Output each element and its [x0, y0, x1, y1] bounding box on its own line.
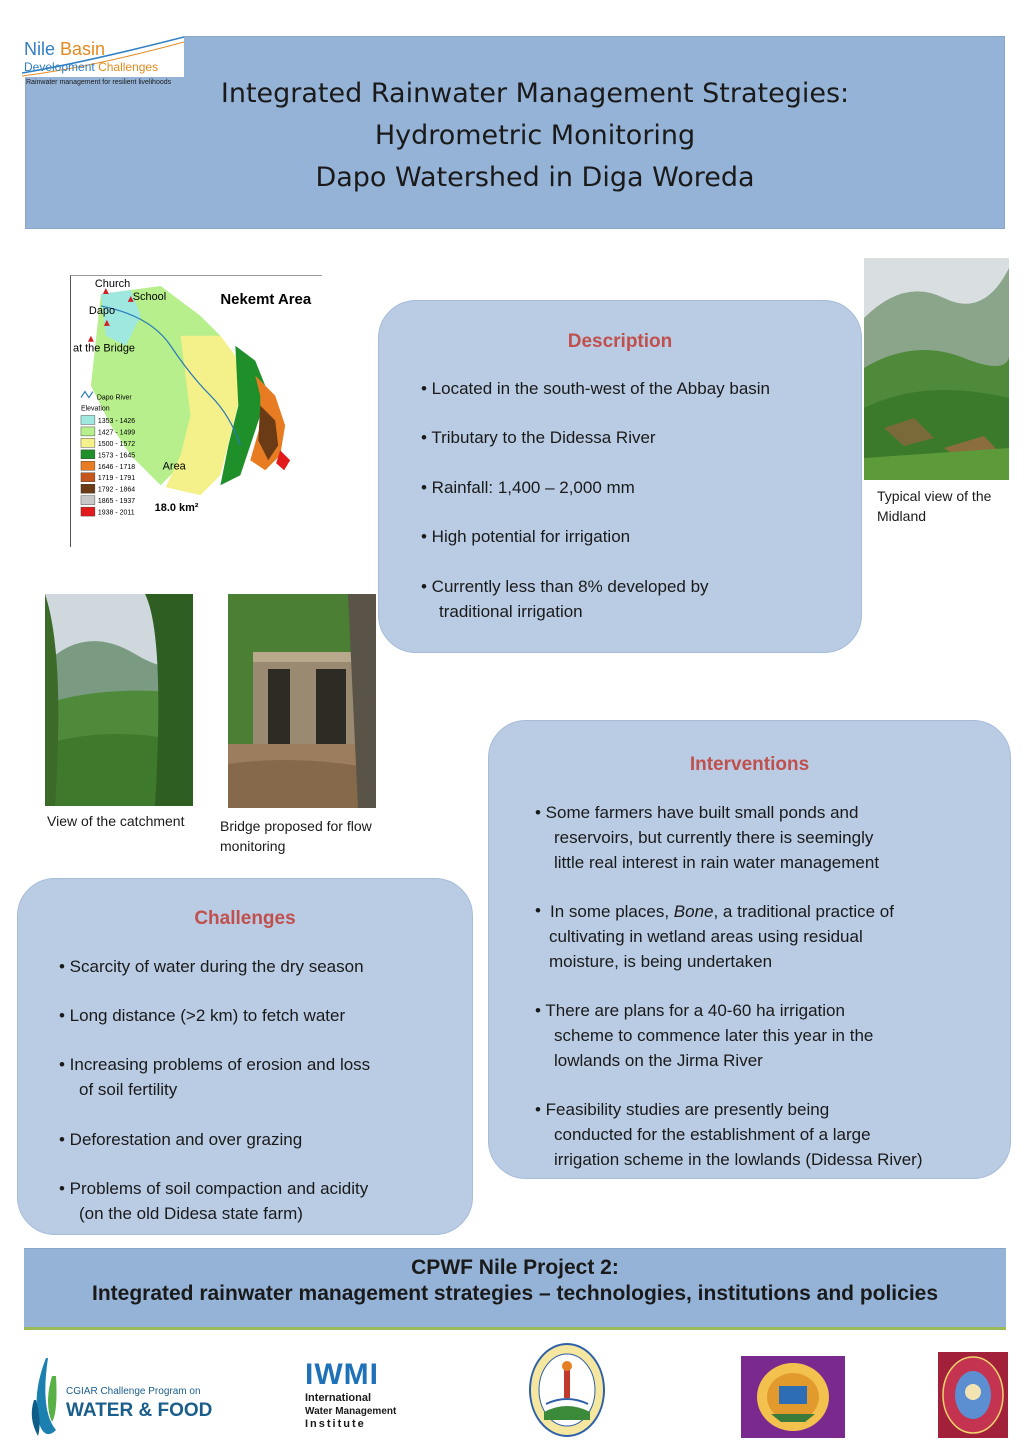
legend-swatch — [81, 415, 95, 424]
intervention-line: moisture, is being undertaken — [549, 952, 773, 971]
elevation-legend — [81, 415, 135, 516]
iwmi-acronym: IWMI — [305, 1358, 379, 1391]
intervention-line: • Feasibility studies are presently being — [535, 1100, 830, 1119]
map-label-school: School — [132, 290, 167, 303]
challenge-line: • Increasing problems of erosion and loss — [59, 1055, 371, 1074]
project-subtitle: Integrated rainwater management strategies – technologies, institutions and policies — [91, 1282, 939, 1305]
challenge-line: • Deforestation and over grazing — [59, 1130, 303, 1149]
intervention-line: • There are plans for a 40-60 ha irrigation — [535, 1001, 845, 1020]
midland-caption: Typical view of the Midland — [877, 488, 992, 524]
bridge-marker — [88, 336, 94, 342]
legend-range-label: 1792 - 1864 — [97, 486, 136, 494]
bahir-dar-university-seal — [528, 1342, 606, 1438]
challenge-line: (on the old Didesa state farm) — [79, 1204, 303, 1223]
legend-swatch — [81, 473, 95, 482]
legend-river-icon — [81, 392, 93, 398]
legend-range-label: 1353 - 1426 — [97, 417, 136, 425]
map-title: Nekemt Area — [220, 290, 312, 308]
challenge-line: of soil fertility — [79, 1080, 178, 1099]
challenges-card — [17, 878, 473, 1235]
legend-swatch — [81, 507, 95, 516]
project-name: CPWF Nile Project 2: — [411, 1256, 619, 1279]
map-label-area: Area — [162, 460, 186, 473]
legend-range-label: 1500 - 1572 — [97, 440, 136, 448]
challenge-line: • Scarcity of water during the dry season — [59, 957, 364, 976]
intervention-line: cultivating in wetland areas using residual — [549, 927, 863, 946]
challenge-line: • Problems of soil compaction and acidity — [59, 1179, 369, 1198]
university-crest-icon — [741, 1356, 845, 1438]
legend-swatch — [81, 450, 95, 459]
title-line-2: Hydrometric Monitoring — [374, 120, 696, 151]
iwmi-line1: International — [305, 1392, 372, 1404]
logo-tagline: Rainwater management for resilient livelihoods — [26, 79, 172, 86]
university-seal-icon — [528, 1342, 606, 1438]
map-area-value: 18.0 km² — [154, 502, 199, 515]
intervention-line: • Some farmers have built small ponds and — [535, 803, 859, 822]
logo-line1: Nile Basin — [24, 39, 106, 59]
legend-swatch — [81, 427, 95, 436]
cgiar-line1: CGIAR Challenge Program on — [66, 1386, 201, 1397]
iwmi-line2: Water Management — [305, 1406, 397, 1417]
description-item: • Currently less than 8% developed by — [421, 577, 709, 596]
legend-swatch — [81, 438, 95, 447]
title-line-3: Dapo Watershed in Diga Woreda — [315, 162, 755, 193]
map-label-church: Church — [94, 277, 131, 290]
wollega-university-seal — [938, 1352, 1008, 1438]
watershed-elevation-map — [70, 275, 322, 547]
map-label-bridge: at the Bridge — [72, 342, 136, 355]
catchment-caption: View of the catchment — [47, 813, 185, 829]
description-item: • Located in the south-west of the Abbay basin — [421, 379, 771, 398]
intervention-line: scheme to commence later this year in the — [554, 1026, 874, 1045]
description-card — [378, 300, 862, 653]
project-footer-band — [24, 1248, 1006, 1330]
bridge-caption: Bridge proposed for flow monitoring — [220, 818, 372, 854]
legend-range-label: 1719 - 1791 — [97, 475, 136, 483]
description-title: Description — [567, 331, 673, 352]
intervention-line: irrigation scheme in the lowlands (Didessa River) — [554, 1150, 923, 1169]
description-item: • High potential for irrigation — [421, 527, 631, 546]
intervention-line: conducted for the establishment of a large — [554, 1125, 871, 1144]
intervention-line: reservoirs, but currently there is seemingly — [554, 828, 874, 847]
intervention-line: little real interest in rain water management — [554, 853, 880, 872]
ambo-university-seal — [741, 1356, 845, 1438]
legend-range-label: 1646 - 1718 — [97, 463, 136, 471]
legend-range-label: 1938 - 2011 — [97, 509, 135, 517]
interventions-card — [488, 720, 1011, 1179]
water-drop-icon — [26, 1356, 186, 1440]
iwmi-line3: Institute — [305, 1418, 366, 1430]
legend-range-label: 1865 - 1937 — [97, 498, 136, 506]
description-item: • Rainfall: 1,400 – 2,000 mm — [421, 478, 635, 497]
university-emblem-icon — [938, 1352, 1008, 1438]
poster-title — [25, 73, 1024, 199]
legend-swatch — [81, 484, 95, 493]
title-line-1: Integrated Rainwater Management Strategies: — [220, 78, 850, 109]
map-label-dapo: Dapo — [88, 304, 116, 317]
legend-swatch — [81, 496, 95, 505]
cgiar-line2: WATER & FOOD — [66, 1400, 213, 1421]
midland-photo — [864, 258, 1009, 480]
logo-line2: Development Challenges — [24, 60, 159, 74]
intervention-line: lowlands on the Jirma River — [554, 1051, 763, 1070]
iwmi-logo — [305, 1358, 397, 1436]
legend-river-label: Dapo River — [96, 394, 132, 402]
legend-swatch — [81, 461, 95, 470]
challenges-title: Challenges — [194, 908, 296, 929]
challenge-line: • Long distance (>2 km) to fetch water — [59, 1006, 346, 1025]
intervention-bullet: • — [535, 901, 541, 920]
description-item: • Tributary to the Didessa River — [421, 428, 656, 447]
intervention-line: In some places, Bone, a traditional practice of — [550, 902, 894, 921]
description-item-cont: traditional irrigation — [439, 602, 583, 621]
legend-range-label: 1573 - 1645 — [97, 452, 136, 460]
interventions-title: Interventions — [689, 754, 810, 775]
cgiar-logo — [26, 1356, 213, 1440]
bridge-photo — [228, 594, 376, 808]
legend-heading: Elevation — [80, 405, 110, 413]
catchment-photo — [45, 594, 193, 806]
legend-range-label: 1427 - 1499 — [97, 429, 136, 437]
nile-basin-logo — [22, 33, 184, 77]
